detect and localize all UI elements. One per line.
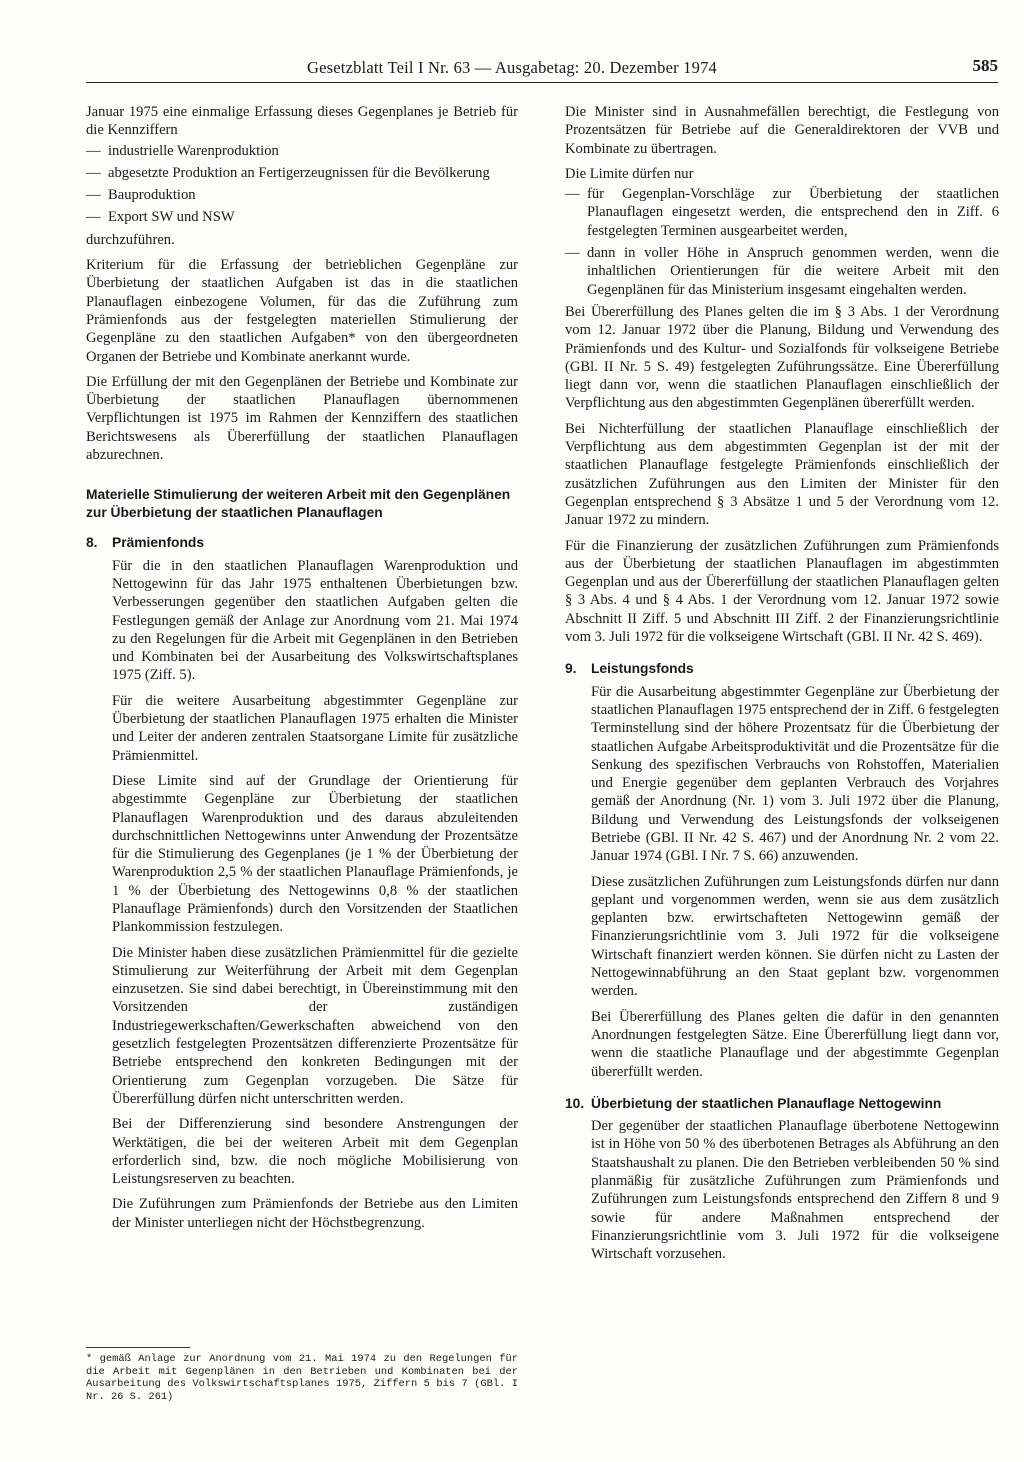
paragraph: Die Minister haben diese zusätzlichen Prämienmittel für die gezielte Stimulierung zur Weiterführung der Arbeit mit dem Gegenplan einzusetzen. Sie sind dabei berechtigt, in Übereinstimmung mit den Vorsitzenden der zuständigen Industriegewerkschaften/Gewerkschaften abweichend von den gesetzlich festgelegten Prozentsätzen differenzierte Prozentsätze für Betriebe entsprechend den konkreten Bedingungen mit der Orientierung zum Gegenplan vorzugeben. Die Sätze für Übererfüllung dürfen nicht unterschritten werden. [112, 944, 518, 1107]
paragraph: Bei Nichterfüllung der staatlichen Planauflage einschließlich der Verpflichtung aus dem abgestimmten Gegenplan ist der mit der staatlichen Planauflage festgelegte Prämienfonds einschließlich der zusätzlichen Zuführungen aus den Limiten der Minister für den Gegenplan entsprechend § 3 Absätze 1 und 5 der Verordnung vom 12. Januar 1972 zu mindern. [565, 420, 999, 529]
list-item: — Export SW und NSW [86, 209, 235, 226]
paragraph: Bei Übererfüllung des Planes gelten die dafür in den genannten Anordnungen festgelegten Sätze. Eine Übererfüllung liegt dann vor, wenn die staatliche Planauflage und der abgestimmte Gegenplan übererfüllt werden. [591, 1008, 999, 1080]
list-item: — Bauproduktion [86, 187, 196, 204]
footnote: * gemäß Anlage zur Anordnung vom 21. Mai 1974 zu den Regelungen für die Arbeit mit Gegenplänen in den Betrieben und Kombinaten bei der Ausarbeitung des Volkswirtschaftsplanes 1975, Ziffern 5 bis 7 (GBl. I Nr. 26 S. 261) [86, 1353, 518, 1403]
running-title: Gesetzblatt Teil I Nr. 63 — Ausgabetag: 20. Dezember 1974 [307, 58, 717, 77]
section-8-heading: 8. Prämienfonds [86, 535, 204, 551]
paragraph: Diese Limite sind auf der Grundlage der Orientierung für abgestimmte Gegenpläne zur Überbietung der staatlichen Planauflagen Warenproduktion und des daraus abzuleitenden durchschnittlichen Nettogewinns unter Anwendung der Prozentsätze für die Stimulierung des Gegenplanes (je 1 % der Überbietung der Warenproduktion 2,5 % der staatlichen Planauflage Prämienfonds, je 1 % der Überbietung des Nettogewinns 0,8 % der staatlichen Planauflage Prämienfonds) durch den Vorsitzenden der Staatlichen Plankommission festzulegen. [112, 772, 518, 936]
paragraph: Für die Ausarbeitung abgestimmter Gegenpläne zur Überbietung der staatlichen Planauflagen 1975 entsprechend der in Ziff. 6 festgelegten Terminstellung sind der höhere Prozentsatz für die Überbietung der staatlichen Aufgabe Arbeitsproduktivität und die Prozentsätze für die Senkung des spezifischen Verbrauchs von Rohstoffen, Materialien und Energie gegenüber dem geplanten Verbrauch des Vorjahres gemäß der Anordnung (Nr. 1) vom 3. Juli 1972 über die Planung, Bildung und Verwendung des Leistungsfonds der volkseigenen Betriebe (GBl. II Nr. 42 S. 467) und der Anordnung Nr. 2 vom 22. Januar 1974 (GBl. I Nr. 7 S. 66) anzuwenden. [591, 683, 999, 865]
paragraph-erfuellung: Die Erfüllung der mit den Gegenplänen der Betriebe und Kombinate zur Überbietung der staatlichen Planauflagen übernommenen Verpflichtungen ist 1975 im Rahmen der Kennziffern des staatlichen Berichtswesens als Übererfüllung der staatlichen Planauflagen abzurechnen. [86, 373, 518, 464]
paragraph-minister: Die Minister sind in Ausnahmefällen berechtigt, die Festlegung von Prozentsätzen für Betriebe auf die Generaldirektoren der VVB und Kombinate zu übertragen. [565, 104, 999, 157]
paragraph: Für die in den staatlichen Planauflagen Warenproduktion und Nettogewinn für das Jahr 1975 enthaltenen Überbietungen bzw. Verbesserungen gegenüber den staatlichen Aufgaben gelten die Festlegungen gemäß der Anlage zur Anordnung vom 21. Mai 1974 zu den Regelungen für die Arbeit mit Gegenplänen in den Betrieben und Kombinaten bei der Ausarbeitung des Volkswirtschaftsplanes 1975 (Ziff. 5). [112, 557, 518, 684]
section-heading: Materielle Stimulierung der weiteren Arbeit mit den Gegenplänen zur Überbietung der staatlichen Planauflagen [86, 487, 511, 521]
section-9-body [565, 683, 999, 1081]
section-10-body [565, 1117, 999, 1263]
paragraph: Der gegenüber der staatlichen Planauflage überbotene Nettogewinn ist in Höhe von 50 % des überbotenen Betrages als Abführung an den Staatshaushalt zu planen. Die den Betrieben verbleibenden 50 % sind planmäßig für zusätzliche Zuführungen zum Prämienfonds und Zuführungen zum Leistungsfonds entsprechend den Ziffern 8 und 9 sowie für andere Maßnahmen entsprechend der Finanzierungsrichtlinie vom 3. Juli 1972 für die volkseigene Wirtschaft vorzusehen. [591, 1118, 999, 1263]
right-column [565, 103, 999, 1271]
paragraph: Diese zusätzlichen Zuführungen zum Leistungsfonds dürfen nur dann geplant und vorgenommen werden, wenn sie aus dem zusätzlich geplanten bzw. erwirtschafteten Nettogewinn gemäß der Finanzierungsrichtlinie vom 3. Juli 1972 für die volkseigene Wirtschaft finanziert werden können. Sie dürfen nicht zu Lasten der Nettogewinnabführung an den Staat geplant bzw. vorgenommen werden. [591, 873, 999, 1000]
paragraph: Für die Finanzierung der zusätzlichen Zuführungen zum Prämienfonds aus der Überbietung der staatlichen Planauflagen im abgestimmten Gegenplan und aus der Übererfüllung der staatlichen Planauflagen gelten § 3 Abs. 4 und § 4 Abs. 1 der Verordnung vom 12. Januar 1972 sowie Abschnitt II Ziff. 5 und Abschnitt III Ziff. 2 der Finanzierungsrichtlinie vom 3. Juli 1972 für die volkseigene Wirtschaft (GBl. II Nr. 42 S. 469). [565, 537, 999, 646]
footnote-divider [86, 1347, 190, 1348]
section-9-heading: 9. Leistungsfonds [565, 661, 694, 677]
list-item: — für Gegenplan-Vorschläge zur Überbietung der staatlichen Planauflagen eingesetzt werden, die entsprechend den in Ziff. 6 festgelegten Terminen ausgearbeitet werden, [565, 186, 999, 239]
paragraph: Die Zuführungen zum Prämienfonds der Betriebe aus den Limiten der Minister unterliegen nicht der Höchstbegrenzung. [112, 1196, 518, 1231]
paragraph: Für die weitere Ausarbeitung abgestimmter Gegenpläne zur Überbietung der staatlichen Planauflagen 1975 erhalten die Minister und Leiter der anderen zentralen Staatsorgane Limite für zusätzliche Prämienmittel. [112, 692, 518, 764]
list-item: — dann in voller Höhe in Anspruch genommen werden, wenn die inhaltlichen Orientierungen für die weitere Arbeit mit den Gegenplänen für das Ministerium insgesamt eingehalten werden. [565, 245, 999, 298]
section-10-heading: 10. Überbietung der staatlichen Planauflage Nettogewinn [565, 1095, 942, 1111]
section-8-body [86, 557, 518, 1232]
page-header [86, 58, 998, 83]
left-column [86, 103, 518, 1239]
paragraph-intro: Januar 1975 eine einmalige Erfassung dieses Gegenplanes je Betrieb für die Kennziffern [86, 104, 518, 139]
list-item: — abgesetzte Produktion an Fertigerzeugnissen für die Bevölkerung [86, 164, 490, 181]
paragraph: Bei Übererfüllung des Planes gelten die im § 3 Abs. 1 der Verordnung vom 12. Januar 1972 über die Planung, Bildung und Verwendung des Prämienfonds und des Kultur- und Sozialfonds für volkseigene Betriebe (GBl. II Nr. 5 S. 49) festgelegten Zuführungssätze. Eine Übererfüllung liegt dann vor, wenn die staatlichen Planauflagen einschließlich der Verpflichtung aus den abgestimmten Gegenplänen übererfüllt werden. [565, 303, 999, 412]
paragraph: Bei der Differenzierung sind besondere Anstrengungen der Werktätigen, die bei der weiteren Arbeit mit dem Gegenplan erforderlich sind, bzw. die noch mögliche Mobilisierung von Leistungsreserven zu beachten. [112, 1116, 518, 1188]
page-number: 585 [972, 56, 998, 75]
paragraph-limite: Die Limite dürfen nur [565, 165, 694, 182]
list-item: — industrielle Warenproduktion [86, 142, 279, 159]
paragraph-kriterium: Kriterium für die Erfassung der betrieblichen Gegenpläne zur Überbietung der staatlichen Aufgaben ist das in die staatlichen Planauflagen einbezogene Volumen, für das die Zuführung zum Prämienfonds aus der festgelegten materiellen Stimulierung der Gegenpläne zu den staatlichen Aufgaben* von den übergeordneten Organen der Betriebe und Kombinate anerkannt wurde. [86, 257, 518, 365]
paragraph-durch: durchzuführen. [86, 231, 175, 248]
